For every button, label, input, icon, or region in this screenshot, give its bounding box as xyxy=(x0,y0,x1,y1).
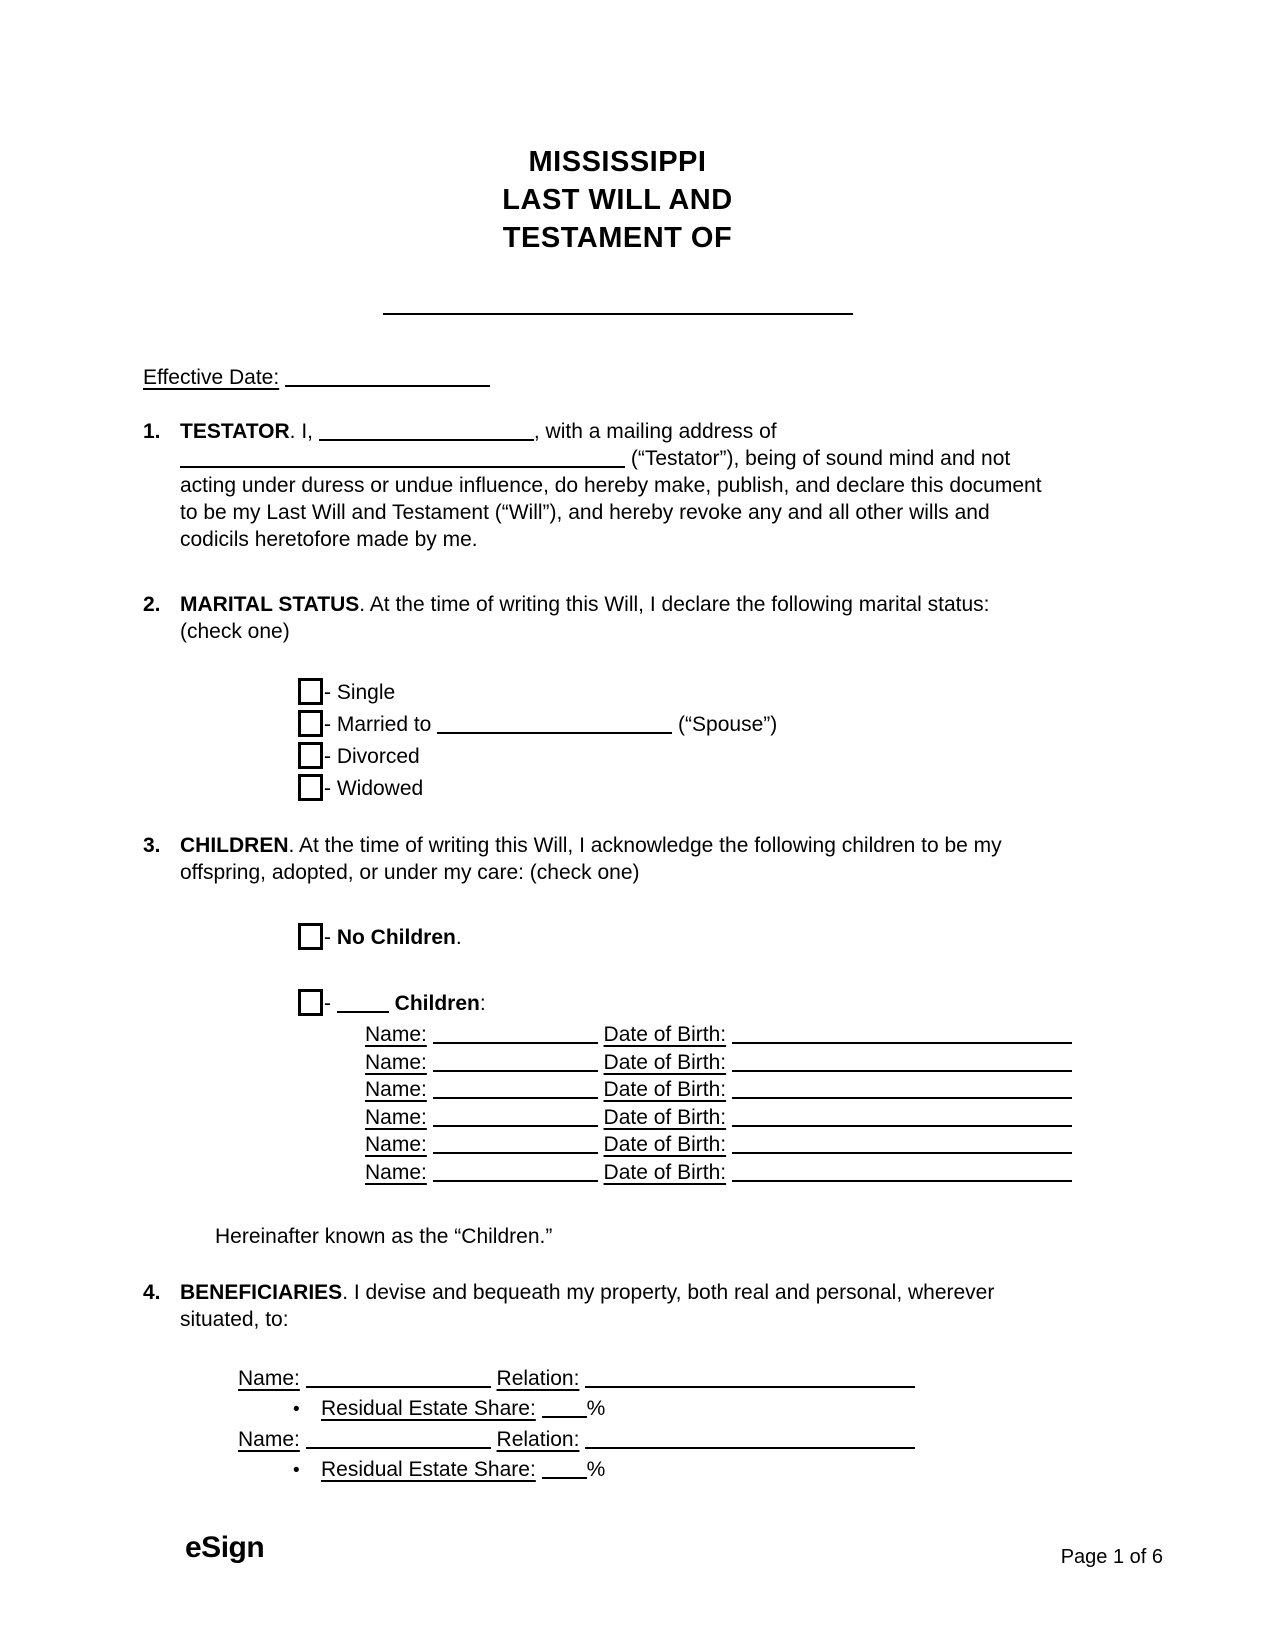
child-dob-label: Date of Birth: xyxy=(603,1105,727,1129)
child-name-blank[interactable] xyxy=(433,1081,598,1099)
section-beneficiaries-body xyxy=(180,1279,1057,1333)
marital-options xyxy=(143,677,1092,805)
testator-lead-text: . I, xyxy=(289,420,319,443)
married-checkbox[interactable] xyxy=(298,710,323,737)
child-name-label: Name: xyxy=(365,1078,427,1101)
section-marital-status xyxy=(143,591,1092,645)
marital-option-divorced xyxy=(298,741,1092,773)
child-name-blank[interactable] xyxy=(433,1026,598,1044)
beneficiary-relation-label: Relation: xyxy=(496,1367,580,1390)
section-children-number: 3. xyxy=(143,834,161,857)
child-name-label: Name: xyxy=(365,1050,427,1074)
child-row-4 xyxy=(365,1104,1092,1132)
child-dob-label: Date of Birth: xyxy=(603,1050,727,1074)
marital-option-single xyxy=(298,677,1092,709)
effective-date-label: Effective Date: xyxy=(143,366,280,389)
child-row-1 xyxy=(365,1021,1092,1049)
percent-sign: % xyxy=(586,1458,606,1481)
divorced-checkbox[interactable] xyxy=(298,742,323,769)
testator-address-blank[interactable] xyxy=(180,450,625,468)
section-beneficiaries xyxy=(143,1279,1092,1333)
has-children-label: Children xyxy=(394,992,480,1015)
section-beneficiaries-heading: BENEFICIARIES xyxy=(180,1281,343,1304)
child-name-blank[interactable] xyxy=(433,1164,598,1182)
divorced-label: - Divorced xyxy=(324,745,420,768)
residual-share-blank[interactable] xyxy=(542,1400,587,1418)
no-children-checkbox[interactable] xyxy=(298,923,323,950)
bullet-icon: • xyxy=(293,1399,300,1420)
section-testator xyxy=(143,418,1092,553)
child-dob-blank[interactable] xyxy=(732,1026,1072,1044)
married-suffix: (“Spouse”) xyxy=(672,713,778,736)
section-marital-number: 2. xyxy=(143,593,161,616)
beneficiary-relation-label: Relation: xyxy=(496,1428,580,1451)
child-row-6 xyxy=(365,1159,1092,1187)
child-dob-label: Date of Birth: xyxy=(603,1160,727,1184)
married-label: - Married to xyxy=(324,713,438,736)
testator-name-blank[interactable] xyxy=(319,423,534,441)
marital-option-married xyxy=(298,709,1092,741)
has-children-colon: : xyxy=(479,992,486,1015)
has-children-dash: - xyxy=(324,992,337,1015)
beneficiaries-list xyxy=(143,1364,1092,1486)
effective-date-blank[interactable] xyxy=(285,369,490,387)
has-children-checkbox[interactable] xyxy=(298,989,323,1016)
child-name-blank[interactable] xyxy=(433,1054,598,1072)
section-testator-heading: TESTATOR xyxy=(180,420,290,443)
no-children-period: . xyxy=(455,926,462,949)
spouse-name-blank[interactable] xyxy=(437,716,672,734)
child-dob-blank[interactable] xyxy=(732,1109,1072,1127)
child-dob-label: Date of Birth: xyxy=(603,1133,727,1156)
child-dob-label: Date of Birth: xyxy=(603,1023,727,1046)
child-name-label: Name: xyxy=(365,1160,427,1184)
testator-after-address-text: (“Testator”), being of sound mind and not acting under duress or undue influence, do hereby make, publish, and declare this document to be my Last Will and Testament (“Will”), and hereby revoke any and all other wills and codicils heretofore made by me. xyxy=(180,447,1042,551)
child-row-5 xyxy=(365,1131,1092,1159)
beneficiary-share-row-1 xyxy=(293,1393,1092,1425)
child-dob-blank[interactable] xyxy=(732,1081,1072,1099)
child-row-2 xyxy=(365,1049,1092,1077)
beneficiary-name-label: Name: xyxy=(238,1428,300,1451)
marital-text: . At the time of writing this Will, I declare the following marital status: (check one) xyxy=(180,593,990,643)
beneficiary-name-blank[interactable] xyxy=(306,1431,491,1449)
section-testator-number: 1. xyxy=(143,420,161,443)
section-marital-heading: MARITAL STATUS xyxy=(180,593,360,616)
section-testator-body xyxy=(180,418,1057,553)
effective-date-row xyxy=(143,364,1092,391)
title-line-3: TESTAMENT OF xyxy=(502,222,733,254)
single-label: - Single xyxy=(324,681,396,704)
residual-share-label: Residual Estate Share: xyxy=(321,1397,536,1420)
marital-option-widowed xyxy=(298,773,1092,805)
section-marital-body xyxy=(180,591,1057,645)
section-children-heading: CHILDREN xyxy=(180,834,289,857)
page-number: Page 1 of 6 xyxy=(1060,1546,1163,1568)
has-children-option xyxy=(298,987,1092,1021)
child-name-label: Name: xyxy=(365,1133,427,1156)
beneficiary-name-blank[interactable] xyxy=(306,1370,491,1388)
beneficiary-row-1 xyxy=(238,1364,1092,1393)
percent-sign: % xyxy=(586,1397,606,1420)
child-dob-blank[interactable] xyxy=(732,1054,1072,1072)
bullet-icon: • xyxy=(293,1460,300,1481)
child-name-label: Name: xyxy=(365,1023,427,1046)
beneficiaries-text: . I devise and bequeath my property, both real and personal, wherever situated, to: xyxy=(180,1281,995,1331)
title-line-2: LAST WILL AND xyxy=(502,184,733,216)
beneficiary-relation-blank[interactable] xyxy=(585,1370,915,1388)
beneficiary-row-2 xyxy=(238,1425,1092,1454)
beneficiary-share-row-2 xyxy=(293,1454,1092,1486)
child-name-blank[interactable] xyxy=(433,1136,598,1154)
testator-name-title-blank[interactable] xyxy=(383,313,853,315)
widowed-checkbox[interactable] xyxy=(298,774,323,801)
child-dob-label: Date of Birth: xyxy=(603,1078,727,1101)
esign-logo: eSign xyxy=(185,1531,265,1564)
child-name-blank[interactable] xyxy=(433,1109,598,1127)
residual-share-label: Residual Estate Share: xyxy=(321,1458,536,1481)
child-row-3 xyxy=(365,1076,1092,1104)
child-dob-blank[interactable] xyxy=(732,1136,1072,1154)
beneficiary-relation-blank[interactable] xyxy=(585,1431,915,1449)
children-text: . At the time of writing this Will, I acknowledge the following children to be my offspring, adopted, or under my care: (check one) xyxy=(180,834,1002,884)
residual-share-blank[interactable] xyxy=(542,1461,587,1479)
child-dob-blank[interactable] xyxy=(732,1164,1072,1182)
section-children-body xyxy=(180,832,1057,886)
no-children-label: No Children xyxy=(336,926,456,949)
title-line-1: MISSISSIPPI xyxy=(528,146,707,178)
section-children xyxy=(143,832,1092,886)
section-beneficiaries-number: 4. xyxy=(143,1281,161,1304)
widowed-label: - Widowed xyxy=(324,777,424,800)
single-checkbox[interactable] xyxy=(298,678,323,705)
document-title xyxy=(143,143,1092,257)
testator-after-name-text: , with a mailing address of xyxy=(533,420,777,443)
no-children-dash: - xyxy=(324,926,337,949)
beneficiary-name-label: Name: xyxy=(238,1367,300,1390)
no-children-option xyxy=(298,922,1092,954)
child-name-label: Name: xyxy=(365,1105,427,1129)
children-count-blank[interactable] xyxy=(337,995,389,1013)
hereinafter-text: Hereinafter known as the “Children.” xyxy=(215,1225,553,1248)
